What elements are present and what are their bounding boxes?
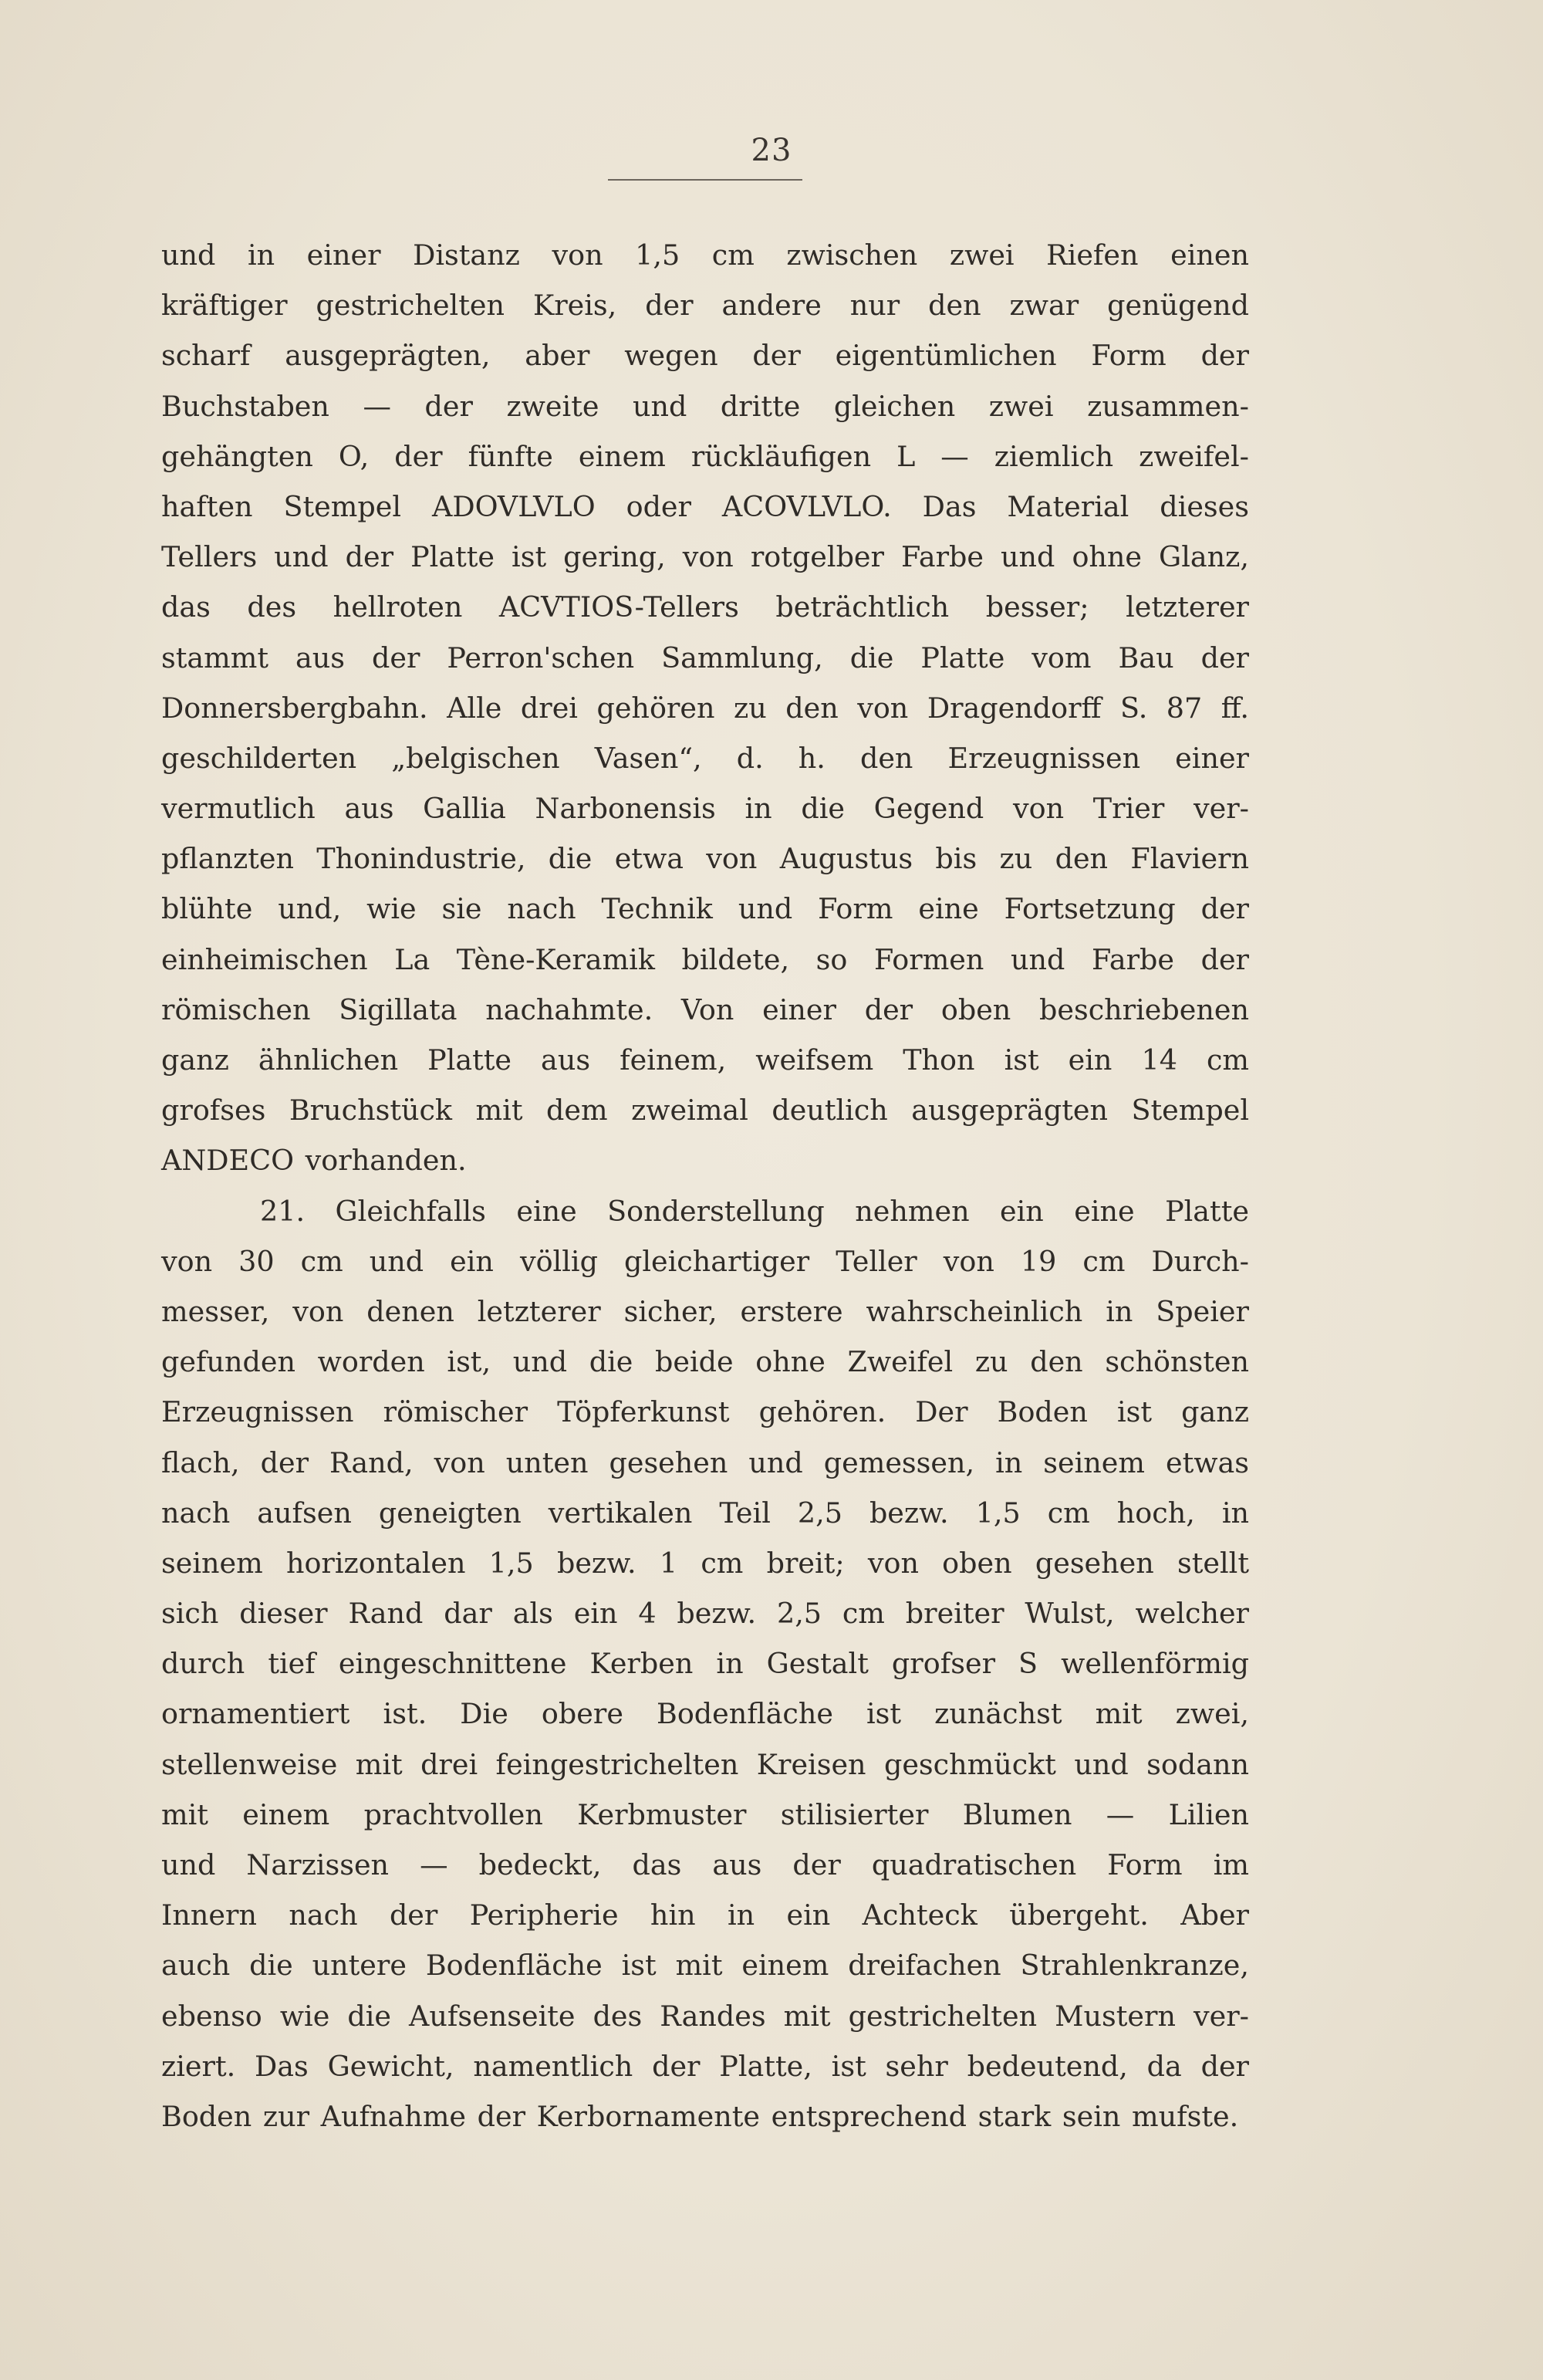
text-line: blühte und, wie sie nach Technik und Form eine Fortsetzung der xyxy=(161,892,1249,926)
text-line: scharf ausgeprägten, aber wegen der eigentümlichen Form der xyxy=(161,339,1249,373)
text-line: vermutlich aus Gallia Narbonensis in die Gegend von Trier ver- xyxy=(161,792,1249,826)
text-line: römischen Sigillata nachahmte. Von einer der oben beschriebenen xyxy=(161,992,1249,1026)
text-line: Tellers und der Platte ist gering, von rotgelber Farbe und ohne Glanz, xyxy=(161,540,1249,574)
text-line: ebenso wie die Aufsenseite des Randes mit gestrichelten Mustern ver- xyxy=(161,1999,1249,2033)
text-line: geschilderten „belgischen Vasen“, d. h. den Erzeugnissen einer xyxy=(161,741,1249,775)
text-line: Boden zur Aufnahme der Kerbornamente entsprechend stark sein mufste. xyxy=(161,2099,1239,2133)
body-text xyxy=(161,230,1249,2142)
text-line: haften Stempel ADOVLVLO oder ACOVLVLO. Das Material dieses xyxy=(161,489,1249,523)
text-line: messer, von denen letzterer sicher, erstere wahrscheinlich in Speier xyxy=(161,1294,1249,1328)
text-line: stellenweise mit drei feingestrichelten Kreisen geschmückt und sodann xyxy=(161,1747,1249,1781)
text-line: auch die untere Bodenfläche ist mit einem dreifachen Strahlenkranze, xyxy=(161,1949,1249,1983)
text-line: flach, der Rand, von unten gesehen und gemessen, in seinem etwas xyxy=(161,1445,1249,1479)
text-line: ganz ähnlichen Platte aus feinem, weifsem Thon ist ein 14 cm xyxy=(161,1043,1249,1077)
text-line: Donnersbergbahn. Alle drei gehören zu den von Dragendorff S. 87 ff. xyxy=(161,691,1249,725)
text-line: grofses Bruchstück mit dem zweimal deutlich ausgeprägten Stempel xyxy=(161,1094,1249,1127)
text-line: mit einem prachtvollen Kerbmuster stilisierter Blumen — Lilien xyxy=(161,1797,1249,1831)
text-line: ANDECO vorhanden. xyxy=(161,1144,467,1178)
text-line: nach aufsen geneigten vertikalen Teil 2,5 bezw. 1,5 cm hoch, in xyxy=(161,1496,1249,1530)
text-line: seinem horizontalen 1,5 bezw. 1 cm breit; von oben gesehen stellt xyxy=(161,1546,1249,1580)
text-line: durch tief eingeschnittene Kerben in Gestalt grofser S wellenförmig xyxy=(161,1647,1249,1681)
text-line: sich dieser Rand dar als ein 4 bezw. 2,5 cm breiter Wulst, welcher xyxy=(161,1597,1249,1631)
header-rule xyxy=(608,179,802,181)
text-line: 21. Gleichfalls eine Sonderstellung nehmen ein eine Platte xyxy=(260,1194,1249,1228)
text-line: einheimischen La Tène-Keramik bildete, so Formen und Farbe der xyxy=(161,942,1249,976)
text-line: das des hellroten ACVTIOS-Tellers beträchtlich besser; letzterer xyxy=(161,590,1249,624)
text-line: Buchstaben — der zweite und dritte gleichen zwei zusammen- xyxy=(161,389,1249,423)
text-line: und in einer Distanz von 1,5 cm zwischen zwei Riefen einen xyxy=(161,238,1249,272)
text-line: ornamentiert ist. Die obere Bodenfläche ist zunächst mit zwei, xyxy=(161,1697,1249,1731)
text-line: von 30 cm und ein völlig gleichartiger Teller von 19 cm Durch- xyxy=(161,1244,1249,1278)
text-line: kräftiger gestrichelten Kreis, der andere nur den zwar genügend xyxy=(161,289,1249,323)
text-line: Innern nach der Peripherie hin in ein Achteck übergeht. Aber xyxy=(161,1898,1249,1932)
text-line: gehängten O, der fünfte einem rückläufigen L — ziemlich zweifel- xyxy=(161,439,1249,473)
text-line: und Narzissen — bedeckt, das aus der quadratischen Form im xyxy=(161,1848,1249,1881)
text-line: pflanzten Thonindustrie, die etwa von Augustus bis zu den Flaviern xyxy=(161,842,1249,876)
page-number: 23 xyxy=(751,133,792,168)
text-line: stammt aus der Perron'schen Sammlung, die Platte vom Bau der xyxy=(161,641,1249,674)
text-line: ziert. Das Gewicht, namentlich der Platte, ist sehr bedeutend, da der xyxy=(161,2049,1249,2083)
text-line: Erzeugnissen römischer Töpferkunst gehören. Der Boden ist ganz xyxy=(161,1395,1249,1429)
text-line: gefunden worden ist, und die beide ohne Zweifel zu den schönsten xyxy=(161,1345,1249,1379)
